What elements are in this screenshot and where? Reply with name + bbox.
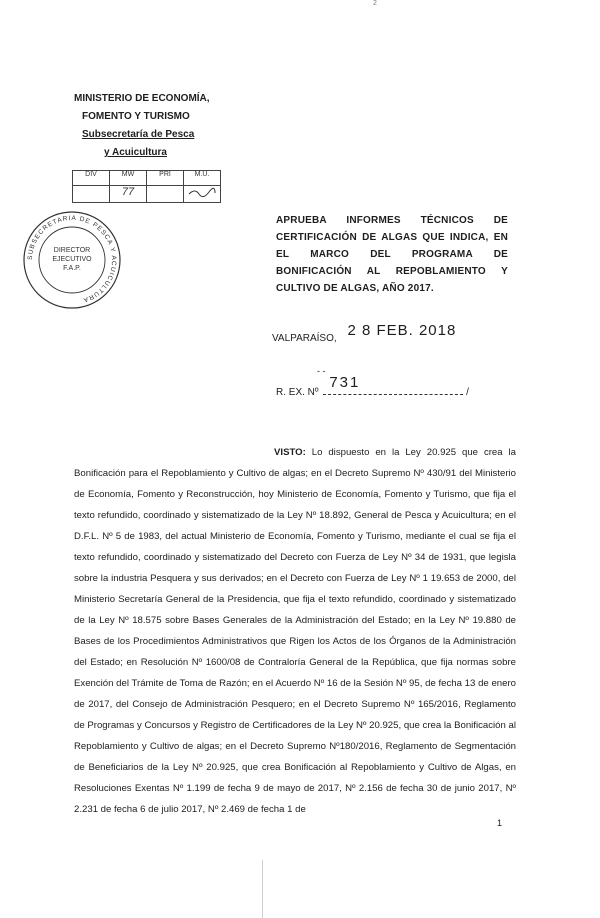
stamp-ring-text: SUBSECRETARIA DE PESCA Y ACUICULTURA xyxy=(26,214,118,304)
rex-label: R. EX. Nº xyxy=(276,387,319,398)
routing-header-cell: DIV xyxy=(73,171,110,186)
subsecretariat-name: Subsecretaría de Pesca xyxy=(82,129,195,140)
routing-sign-cell xyxy=(147,186,184,203)
stamp-center-line1: DIRECTOR xyxy=(53,247,91,254)
routing-sign-cell: 77 xyxy=(110,186,147,203)
header-mark: 2 xyxy=(373,0,377,7)
routing-sign-cell xyxy=(73,186,110,203)
ministry-name-cont: FOMENTO Y TURISMO xyxy=(82,111,190,122)
dash-mark: - - xyxy=(317,366,326,376)
letterhead xyxy=(74,90,210,162)
routing-header-row xyxy=(73,171,221,186)
stamp-center-line2: EJECUTIVO xyxy=(52,256,92,263)
rex-number: 731 xyxy=(329,374,361,391)
page-number: 1 xyxy=(497,818,503,828)
place-date xyxy=(272,322,457,345)
date-stamp: 2 8 FEB. 2018 xyxy=(347,322,457,339)
routing-sign-cell xyxy=(184,186,221,203)
subsecretariat-name-cont: y Acuicultura xyxy=(104,147,167,158)
routing-sign-row xyxy=(73,186,221,203)
stamp-center-line3: F.A.P. xyxy=(63,265,81,272)
ministry-name: MINISTERIO DE ECONOMÍA, xyxy=(74,93,210,104)
routing-header-cell: M.U. xyxy=(184,171,221,186)
routing-header-cell: MW xyxy=(110,171,147,186)
visto-paragraph xyxy=(74,442,516,820)
resolution-subject: APRUEBA INFORMES TÉCNICOS DE CERTIFICACIÓN DE ALGAS QUE INDICA, EN EL MARCO DEL PROGRAMA DE BONIFICACIÓN AL REPOBLAMIENTO Y CULTIVO DE ALGAS, AÑO 2017. xyxy=(276,215,508,294)
routing-table xyxy=(72,170,221,203)
routing-header-cell: PRI xyxy=(147,171,184,186)
official-seal-stamp xyxy=(20,208,124,312)
rex-number-line xyxy=(323,374,463,395)
rex-trailer: / xyxy=(466,387,469,398)
resolution-number xyxy=(276,374,469,398)
visto-label: VISTO: xyxy=(274,447,306,458)
scan-artifact-line xyxy=(262,860,263,918)
visto-body: Lo dispuesto en la Ley 20.925 que crea la Bonificación para el Repoblamiento y Cultivo de algas; en el Decreto Supremo Nº 430/91 del Ministerio de Economía, Fomento y Reconstrucción, hoy Ministerio de Economía, Fomento y Turismo, que fija el texto refundido, coordinado y sistematizado de la Ley Nº 18.892, General de Pesca y Acuicultura; en el D.F.L. Nº 5 de 1983, del actual Ministerio de Economía, Fomento y Turismo, mediante el cual se fija el texto refundido, coordinado y sistematizado del Decreto con Fuerza de Ley Nº 34 de 1931, que legisla sobre la industria Pesquera y sus derivados; en el Decreto con Fuerza de Ley Nº 1 19.653 de 2000, del Ministerio Secretaría General de la Presidencia, que fija el texto refundido, coordinado y sistematizado de la Ley Nº 18.575 sobre Bases Generales de la Administración del Estado; en la Ley Nº 19.880 de Bases de los Procedimientos Administrativos que Rigen los Actos de los Órganos de la Administración del Estado; en Resolución Nº 1600/08 de Contraloría General de la República, que fija normas sobre Exención del Trámite de Toma de Razón; en el Acuerdo Nº 16 de la Sesión Nº 95, de fecha 13 de enero de 2017, del Consejo de Administración Pesquero; en el Decreto Supremo Nº 165/2016, Reglamento de Programas y Concursos y Registro de Certificadores de la Ley Nº 20.925, que crea la Bonificación al Repoblamiento y Cultivo de algas; en el Decreto Supremo Nº180/2016, Reglamento de Segmentación de Beneficiarios de la Ley Nº 20.925, que crea Bonificación al Repoblamiento y Cultivo de Algas, en Resoluciones Exentas Nº 1.199 de fecha 9 de mayo de 2017, Nº 2.156 de fecha 30 de junio 2017, Nº 2.231 de fecha 6 de julio 2017, Nº 2.469 de fecha 1 de xyxy=(74,447,516,815)
place-label: VALPARAÍSO, xyxy=(272,333,337,344)
handwritten-initials-icon xyxy=(187,186,217,198)
